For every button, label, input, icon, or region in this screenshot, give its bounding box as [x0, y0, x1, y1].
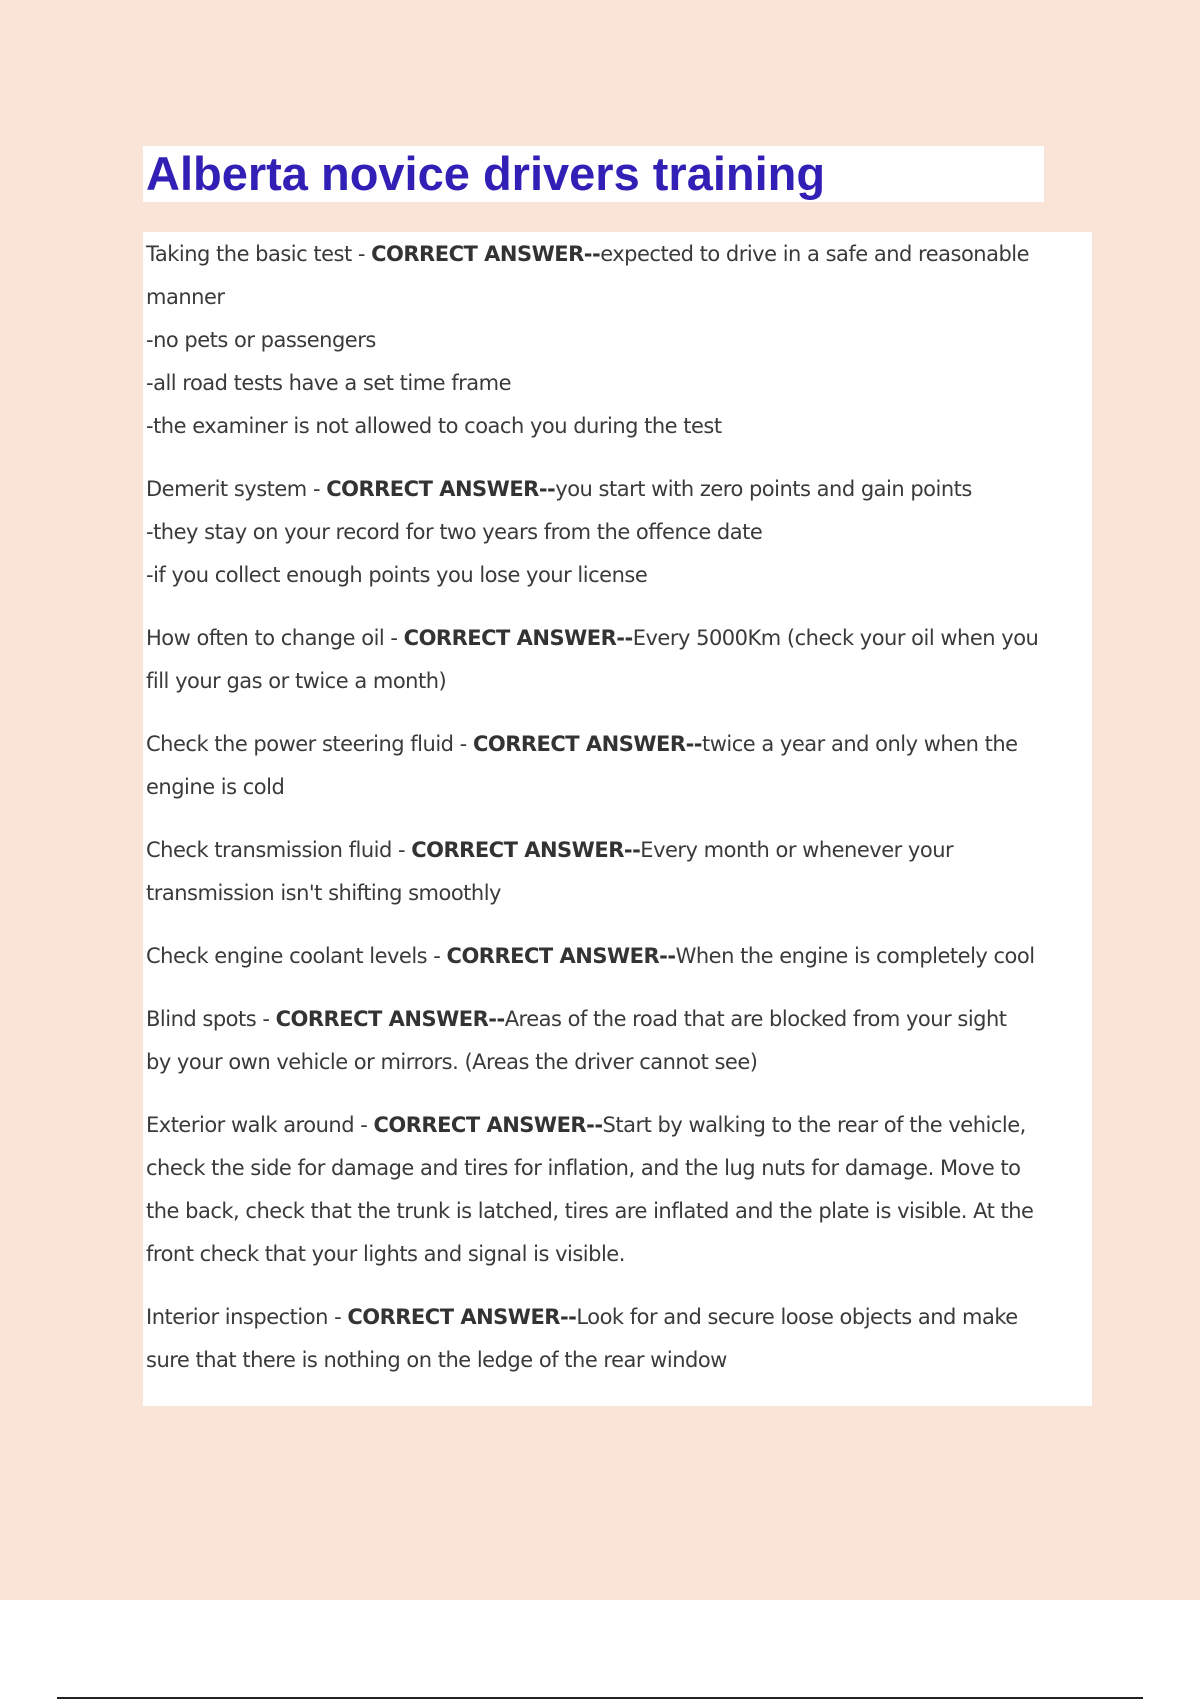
- answer-text: Every 5000Km (check your oil when you: [632, 626, 1039, 650]
- qa-item: [146, 723, 1092, 809]
- correct-answer-label: CORRECT ANSWER--: [326, 477, 556, 501]
- answer-text: Look for and secure loose objects and make: [576, 1305, 1018, 1329]
- question-text: Check transmission fluid -: [146, 838, 412, 862]
- answer-line: sure that there is nothing on the ledge of the rear window: [146, 1348, 727, 1372]
- answer-text: Areas of the road that are blocked from your sight: [504, 1007, 1007, 1031]
- answer-line: -they stay on your record for two years from the offence date: [146, 520, 763, 544]
- qa-line: [146, 1296, 1092, 1339]
- question-text: Blind spots -: [146, 1007, 276, 1031]
- answer-line: -all road tests have a set time frame: [146, 371, 512, 395]
- qa-content: [143, 232, 1092, 1406]
- qa-line: [146, 829, 1092, 872]
- answer-line: -if you collect enough points you lose your license: [146, 563, 648, 587]
- document-title: Alberta novice drivers training: [146, 147, 826, 200]
- answer-text: Every month or whenever your: [640, 838, 954, 862]
- answer-line: manner: [146, 285, 225, 309]
- answer-line: -the examiner is not allowed to coach you during the test: [146, 414, 722, 438]
- qa-line: [146, 233, 1092, 276]
- qa-item: [146, 617, 1092, 703]
- answer-line: front check that your lights and signal is visible.: [146, 1242, 625, 1266]
- answer-line: engine is cold: [146, 775, 285, 799]
- qa-line: [146, 998, 1092, 1041]
- correct-answer-label: CORRECT ANSWER--: [411, 838, 641, 862]
- answer-text: Start by walking to the rear of the vehicle,: [602, 1113, 1026, 1137]
- qa-line: [146, 468, 1092, 511]
- question-text: Check the power steering fluid -: [146, 732, 473, 756]
- answer-line: the back, check that the trunk is latched, tires are inflated and the plate is visible. At the: [146, 1199, 1034, 1223]
- qa-line: [146, 723, 1092, 766]
- question-text: Exterior walk around -: [146, 1113, 374, 1137]
- qa-item: [146, 998, 1092, 1084]
- answer-line: fill your gas or twice a month): [146, 669, 447, 693]
- question-text: Check engine coolant levels -: [146, 944, 447, 968]
- correct-answer-label: CORRECT ANSWER--: [275, 1007, 505, 1031]
- answer-line: -no pets or passengers: [146, 328, 376, 352]
- qa-line: [146, 935, 1092, 978]
- correct-answer-label: CORRECT ANSWER--: [347, 1305, 577, 1329]
- question-text: Taking the basic test -: [146, 242, 372, 266]
- correct-answer-label: CORRECT ANSWER--: [403, 626, 633, 650]
- correct-answer-label: CORRECT ANSWER--: [371, 242, 601, 266]
- qa-item: [146, 1104, 1092, 1276]
- answer-text: expected to drive in a safe and reasonable: [600, 242, 1030, 266]
- correct-answer-label: CORRECT ANSWER--: [373, 1113, 603, 1137]
- qa-item: [146, 1296, 1092, 1382]
- question-text: Interior inspection -: [146, 1305, 348, 1329]
- answer-text: twice a year and only when the: [702, 732, 1018, 756]
- qa-item: [146, 468, 1092, 597]
- footer-divider: [57, 1697, 1143, 1699]
- answer-text: you start with zero points and gain points: [555, 477, 972, 501]
- answer-line: transmission isn't shifting smoothly: [146, 881, 501, 905]
- qa-item: [146, 829, 1092, 915]
- qa-line: [146, 617, 1092, 660]
- qa-line: [146, 1104, 1092, 1147]
- answer-text: When the engine is completely cool: [675, 944, 1035, 968]
- title-box: [143, 146, 1044, 202]
- answer-line: by your own vehicle or mirrors. (Areas the driver cannot see): [146, 1050, 758, 1074]
- question-text: How often to change oil -: [146, 626, 404, 650]
- qa-item: [146, 233, 1092, 448]
- answer-line: check the side for damage and tires for inflation, and the lug nuts for damage. Move to: [146, 1156, 1021, 1180]
- correct-answer-label: CORRECT ANSWER--: [472, 732, 702, 756]
- qa-item: [146, 935, 1092, 978]
- correct-answer-label: CORRECT ANSWER--: [446, 944, 676, 968]
- question-text: Demerit system -: [146, 477, 327, 501]
